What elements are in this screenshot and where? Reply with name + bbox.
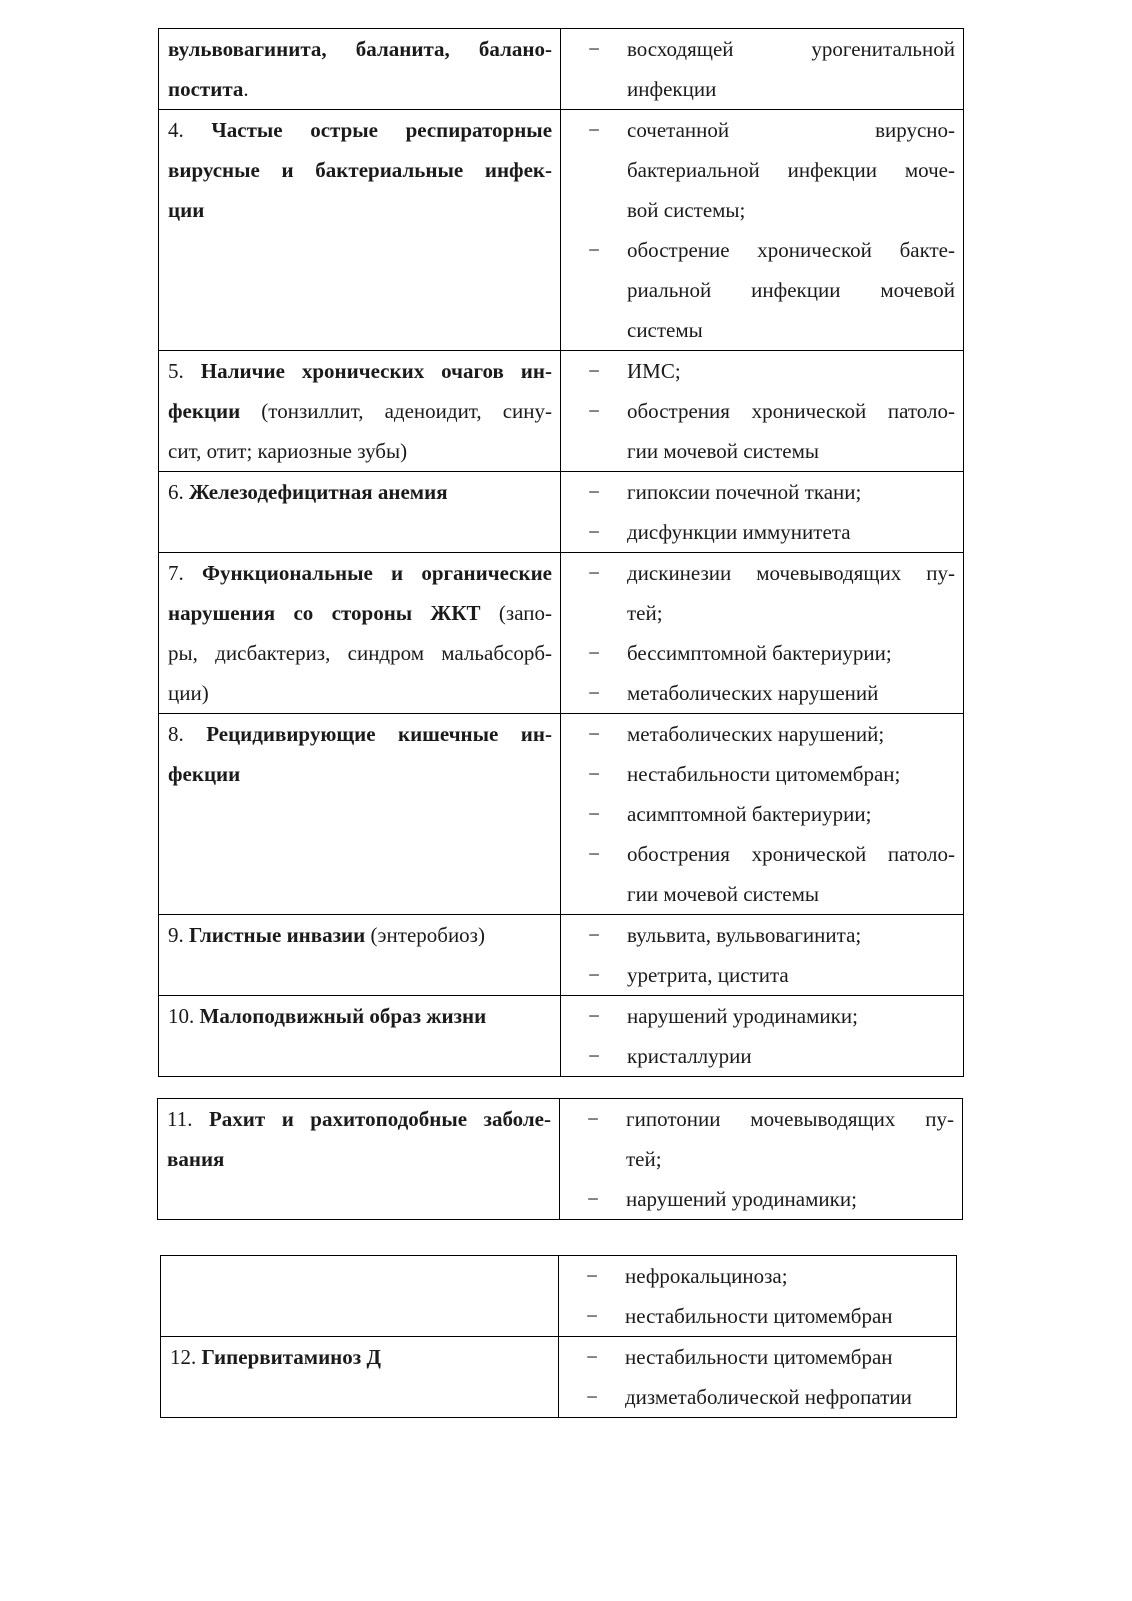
risk-factor-title: вания <box>167 1147 225 1171</box>
list-item-line: обострение хронической бакте- <box>627 238 955 262</box>
consequences-cell <box>561 351 964 472</box>
risk-factor-line <box>168 673 552 713</box>
list-item-line: нарушений уродинамики; <box>627 1004 858 1028</box>
dash-bullet: − <box>588 1044 600 1068</box>
risk-factor-title: вульвовагинита, баланита, балано- <box>168 37 552 61</box>
table-row <box>161 1337 957 1418</box>
risk-factor-text: 7. <box>168 561 202 585</box>
dash-bullet: − <box>586 1264 598 1288</box>
risk-factor-text: 10. <box>168 1004 200 1028</box>
consequences-cell <box>561 29 964 110</box>
dash-bullet: − <box>588 359 600 383</box>
list-item-line: дизметаболической нефропатии <box>625 1385 912 1409</box>
list-item-line: нефрокальциноза; <box>625 1264 788 1288</box>
risk-factor-text: (запо- <box>480 601 552 625</box>
list-item-line: бактериальной инфекции моче- <box>627 158 955 182</box>
list-item-line: инфекции <box>627 77 717 101</box>
list-item <box>561 633 955 673</box>
risk-factor-line <box>168 633 552 673</box>
list-item-line: обострения хронической патоло- <box>627 842 955 866</box>
list-item <box>561 794 955 834</box>
list-item <box>559 1256 948 1296</box>
risk-factor-line <box>168 754 552 794</box>
list-item-text <box>627 1036 955 1076</box>
list-item-text <box>627 472 955 512</box>
list-item-line: гипотонии мочевыводящих пу- <box>626 1107 954 1131</box>
risk-factor-title: Глистные инвазии <box>189 923 366 947</box>
risk-factor-title: Рецидивирующие кишечные ин- <box>206 722 552 746</box>
risk-factor-text: ции) <box>168 681 209 705</box>
list-item-text <box>627 110 955 230</box>
table-row <box>159 915 964 996</box>
list-item-text <box>627 834 955 914</box>
consequences-cell <box>559 1337 957 1418</box>
dash-bullet: − <box>588 118 600 142</box>
list-item <box>561 915 955 955</box>
list-item-line: тей; <box>626 1147 662 1171</box>
risk-factor-text: (тонзиллит, аденоидит, сину- <box>240 399 552 423</box>
table-row <box>159 110 964 351</box>
list-item <box>559 1296 948 1336</box>
list-item <box>560 1179 954 1219</box>
risk-factor-line <box>168 915 552 955</box>
dash-bullet: − <box>586 1385 598 1409</box>
list-item <box>561 512 955 552</box>
table-row <box>159 996 964 1077</box>
list-item-line: восходящей урогенитальной <box>627 37 955 61</box>
risk-factor-cell <box>161 1256 559 1337</box>
list-item <box>561 351 955 391</box>
risk-factor-title: Частые острые респираторные <box>211 118 553 142</box>
risk-factor-cell <box>159 29 561 110</box>
list-item <box>559 1377 948 1417</box>
dash-bullet: − <box>588 963 600 987</box>
dash-bullet: − <box>588 641 600 665</box>
risk-factor-text: 12. <box>170 1345 202 1369</box>
risk-factor-table-part-3 <box>160 1255 957 1418</box>
list-item-text <box>627 230 955 350</box>
risk-factor-line <box>167 1099 551 1139</box>
risk-factor-line <box>168 996 552 1036</box>
list-item-text <box>625 1377 948 1417</box>
dash-bullet: − <box>588 1004 600 1028</box>
risk-factor-text: 4. <box>168 118 212 142</box>
risk-factor-title: вирусные и бактериальные инфек- <box>168 158 552 182</box>
list-item-text <box>627 794 955 834</box>
risk-factor-text: сит, отит; кариозные зубы) <box>168 439 408 463</box>
risk-factor-line <box>168 150 552 190</box>
dash-bullet: − <box>588 762 600 786</box>
risk-factor-line <box>168 190 552 230</box>
list-item-line: дисфункции иммунитета <box>627 520 851 544</box>
list-item <box>561 230 955 350</box>
list-item-text <box>626 1179 954 1219</box>
list-item-text <box>625 1256 948 1296</box>
list-item <box>560 1099 954 1179</box>
consequences-cell <box>560 1099 963 1220</box>
list-item-line: гипоксии почечной ткани; <box>627 480 862 504</box>
list-item-line: метаболических нарушений <box>627 681 879 705</box>
risk-factor-text: 6. <box>168 480 189 504</box>
list-item-text <box>627 996 955 1036</box>
list-item <box>561 714 955 754</box>
risk-factor-line <box>168 714 552 754</box>
risk-factor-line <box>168 351 552 391</box>
list-item-line: бессимптомной бактериурии; <box>627 641 892 665</box>
dash-bullet: − <box>588 520 600 544</box>
list-item-text <box>627 673 955 713</box>
list-item-text <box>627 512 955 552</box>
list-item-line: нестабильности цитомембран <box>625 1345 893 1369</box>
risk-factor-title: постита <box>168 77 244 101</box>
risk-factor-cell <box>161 1337 559 1418</box>
dash-bullet: − <box>588 238 600 262</box>
list-item <box>561 673 955 713</box>
risk-factor-title: ции <box>168 198 205 222</box>
risk-factor-title: нарушения со стороны ЖКТ <box>168 601 481 625</box>
risk-factor-title: фекции <box>168 399 241 423</box>
risk-factor-text: 9. <box>168 923 189 947</box>
list-item <box>561 996 955 1036</box>
risk-factor-line <box>168 553 552 593</box>
risk-factor-text: 8. <box>168 722 207 746</box>
table-row <box>159 714 964 915</box>
list-item-text <box>627 633 955 673</box>
list-item-line: дискинезии мочевыводящих пу- <box>627 561 955 585</box>
risk-factor-cell <box>159 996 561 1077</box>
consequences-cell <box>559 1256 957 1337</box>
list-item <box>561 955 955 995</box>
list-item <box>561 110 955 230</box>
consequences-cell <box>561 110 964 351</box>
list-item-line: сочетанной вирусно- <box>627 118 955 142</box>
risk-factor-line <box>168 69 552 109</box>
list-item-line: кристаллурии <box>627 1044 752 1068</box>
dash-bullet: − <box>588 923 600 947</box>
list-item <box>561 553 955 633</box>
list-item-text <box>627 553 955 633</box>
risk-factor-table-part-1 <box>158 28 964 1077</box>
consequences-cell <box>561 996 964 1077</box>
list-item-text <box>627 915 955 955</box>
risk-factor-title: Малоподвижный образ жизни <box>199 1004 487 1028</box>
list-item-text <box>627 391 955 471</box>
list-item-text <box>627 955 955 995</box>
risk-factor-cell <box>159 351 561 472</box>
risk-factor-title: Гипервитаминоз Д <box>201 1345 381 1369</box>
risk-factor-text: 5. <box>168 359 201 383</box>
risk-factor-line <box>168 110 552 150</box>
list-item-line: нарушений уродинамики; <box>626 1187 857 1211</box>
risk-factor-text: ры, дисбактериз, синдром мальабсорб- <box>168 641 552 665</box>
list-item-line: метаболических нарушений; <box>627 722 885 746</box>
list-item-text <box>626 1099 954 1179</box>
risk-factor-title: Функциональные и органические <box>201 561 552 585</box>
list-item <box>561 1036 955 1076</box>
risk-factor-cell <box>159 915 561 996</box>
risk-factor-cell <box>159 110 561 351</box>
table-row <box>161 1256 957 1337</box>
risk-factor-line <box>168 391 552 431</box>
list-item-text <box>625 1337 948 1377</box>
list-item-line: нестабильности цитомембран <box>625 1304 893 1328</box>
list-item-line: нестабильности цитомембран; <box>627 762 901 786</box>
list-item-line: гии мочевой системы <box>627 882 820 906</box>
consequences-cell <box>561 915 964 996</box>
list-item-line: тей; <box>627 601 663 625</box>
consequences-cell <box>561 472 964 553</box>
dash-bullet: − <box>587 1107 599 1131</box>
table-row <box>159 472 964 553</box>
list-item-line: гии мочевой системы <box>627 439 820 463</box>
list-item-text <box>627 351 955 391</box>
list-item-line: вой системы; <box>627 198 746 222</box>
dash-bullet: − <box>588 681 600 705</box>
table-row <box>159 351 964 472</box>
consequences-cell <box>561 553 964 714</box>
risk-factor-line <box>167 1139 551 1179</box>
list-item <box>559 1337 948 1377</box>
risk-factor-text: 11. <box>167 1107 209 1131</box>
risk-factor-line <box>168 472 552 512</box>
consequences-cell <box>561 714 964 915</box>
list-item-text <box>627 29 955 109</box>
list-item-line: ИМС; <box>627 359 681 383</box>
list-item-line: асимптомной бактериурии; <box>627 802 872 826</box>
risk-factor-title: фекции <box>168 762 241 786</box>
risk-factor-cell <box>159 472 561 553</box>
risk-factor-text: (энтеробиоз) <box>365 923 485 947</box>
dash-bullet: − <box>587 1187 599 1211</box>
risk-factor-cell <box>159 553 561 714</box>
risk-factor-line <box>168 431 552 471</box>
dash-bullet: − <box>588 480 600 504</box>
dash-bullet: − <box>586 1345 598 1369</box>
dash-bullet: − <box>588 842 600 866</box>
list-item-line: вульвита, вульвовагинита; <box>627 923 862 947</box>
risk-factor-line <box>168 593 552 633</box>
list-item <box>561 754 955 794</box>
risk-factor-text: . <box>243 77 249 101</box>
risk-factor-title: Железодефицитная анемия <box>189 480 448 504</box>
risk-factor-line <box>170 1337 550 1377</box>
list-item-line: риальной инфекции мочевой <box>627 278 955 302</box>
dash-bullet: − <box>588 37 600 61</box>
list-item-line: уретрита, цистита <box>627 963 789 987</box>
risk-factor-cell <box>159 714 561 915</box>
risk-factor-table-part-2 <box>157 1098 963 1220</box>
list-item <box>561 391 955 471</box>
list-item-text <box>625 1296 948 1336</box>
dash-bullet: − <box>588 399 600 423</box>
list-item-line: обострения хронической патоло- <box>627 399 955 423</box>
list-item-text <box>627 754 955 794</box>
table-row <box>159 553 964 714</box>
risk-factor-cell <box>158 1099 560 1220</box>
list-item-text <box>627 714 955 754</box>
list-item <box>561 834 955 914</box>
list-item-line: системы <box>627 318 703 342</box>
dash-bullet: − <box>586 1304 598 1328</box>
dash-bullet: − <box>588 802 600 826</box>
risk-factor-title: Рахит и рахитоподобные заболе- <box>208 1107 551 1131</box>
list-item <box>561 472 955 512</box>
table-row <box>158 1099 963 1220</box>
risk-factor-line <box>168 29 552 69</box>
dash-bullet: − <box>588 722 600 746</box>
table-row <box>159 29 964 110</box>
risk-factor-title: Наличие хронических очагов ин- <box>200 359 552 383</box>
dash-bullet: − <box>588 561 600 585</box>
list-item <box>561 29 955 109</box>
